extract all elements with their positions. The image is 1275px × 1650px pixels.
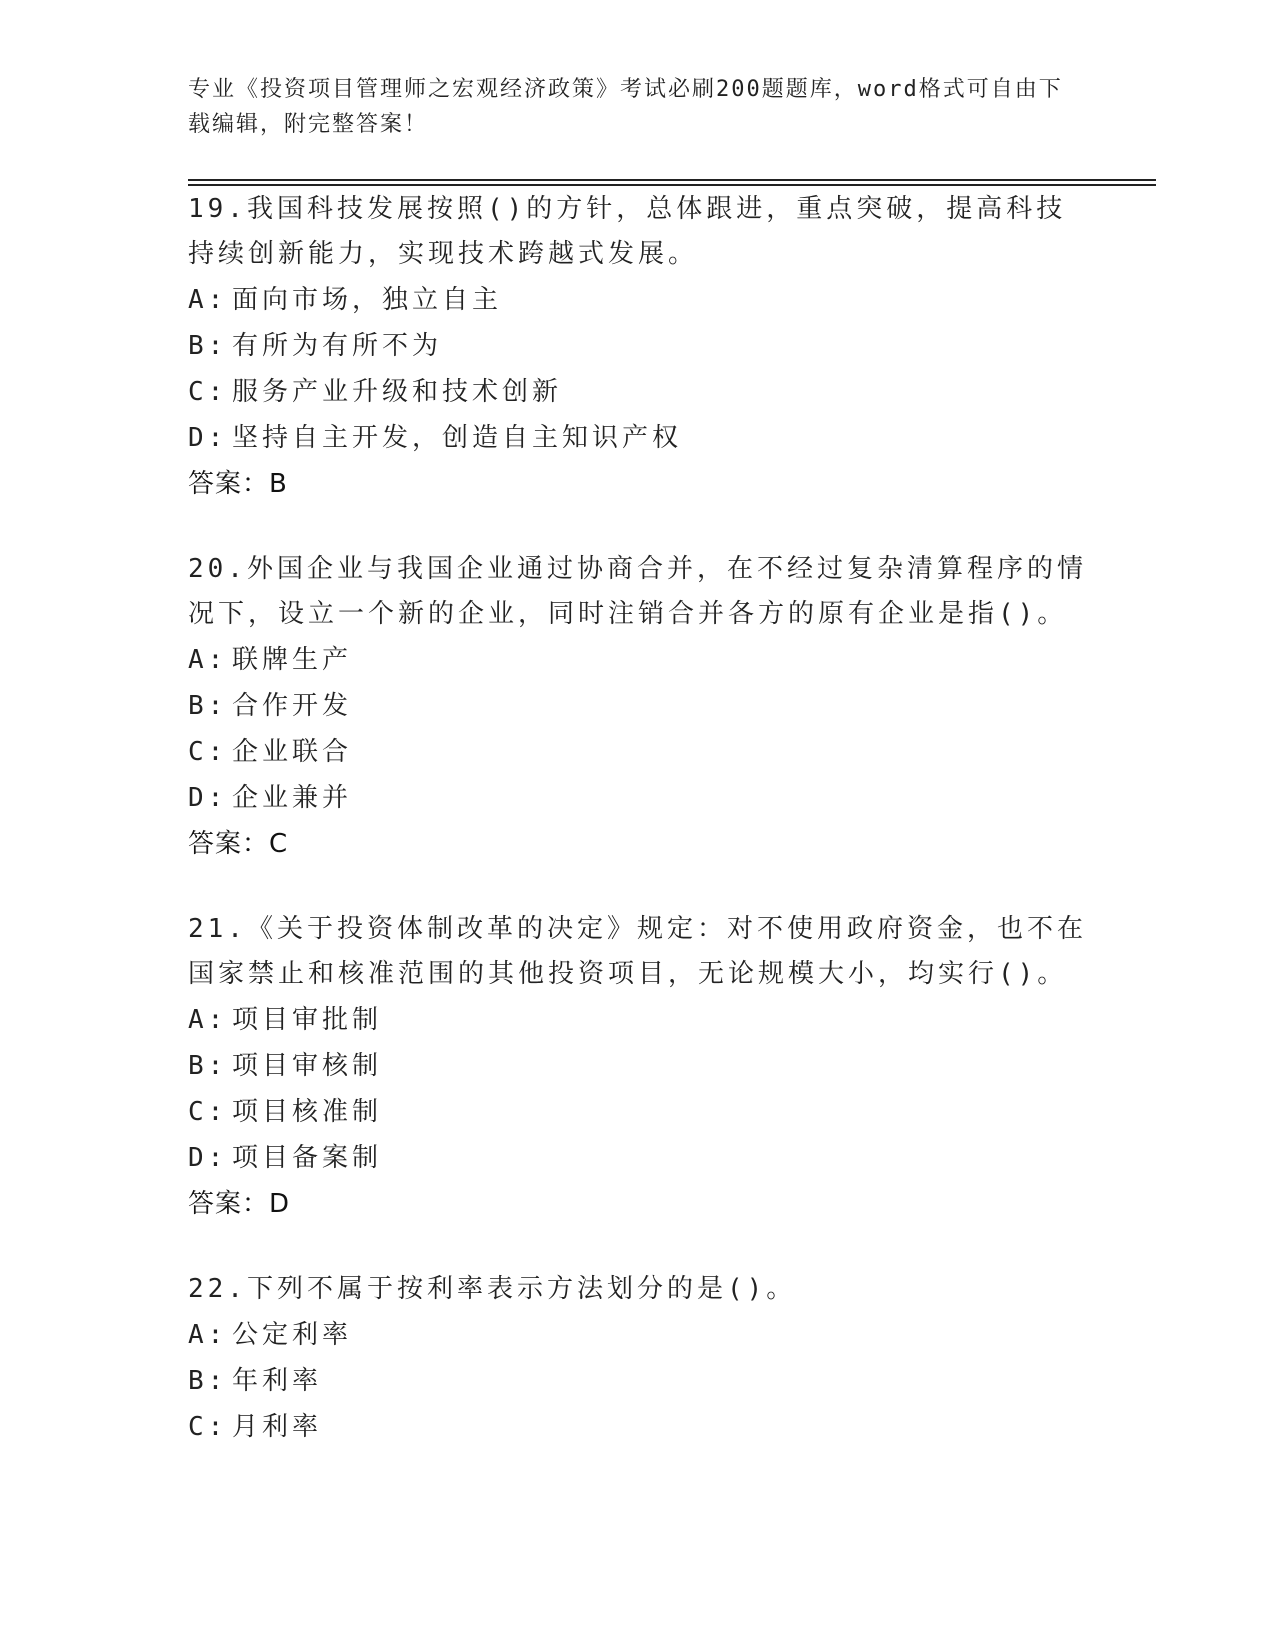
option-label: D: xyxy=(188,423,228,453)
option-label: B: xyxy=(188,331,228,361)
question-20 xyxy=(188,547,1088,867)
option-label: A: xyxy=(188,645,228,675)
option-label: B: xyxy=(188,1051,228,1081)
option-label: C: xyxy=(188,737,228,767)
option-c xyxy=(188,729,1088,775)
option-c xyxy=(188,1089,1088,1135)
option-label: B: xyxy=(188,691,228,721)
answer: 答案：D xyxy=(188,1189,291,1219)
option-text: 坚持自主开发，创造自主知识产权 xyxy=(232,423,683,453)
option-label: B: xyxy=(188,1366,228,1396)
question-text: 19.我国科技发展按照()的方针，总体跟进，重点突破，提高科技持续创新能力，实现技术跨越式发展。 xyxy=(188,194,1067,269)
option-c xyxy=(188,369,1088,415)
option-d xyxy=(188,1135,1088,1181)
option-label: A: xyxy=(188,1320,228,1350)
question-21 xyxy=(188,907,1088,1227)
option-text: 项目审核制 xyxy=(232,1051,383,1081)
option-b xyxy=(188,683,1088,729)
option-label: C: xyxy=(188,1412,228,1442)
option-text: 联牌生产 xyxy=(232,645,353,675)
option-a xyxy=(188,637,1088,683)
answer: 答案：C xyxy=(188,829,289,859)
option-text: 面向市场，独立自主 xyxy=(232,285,503,315)
option-b xyxy=(188,1358,1088,1404)
option-label: D: xyxy=(188,783,228,813)
question-text: 22.下列不属于按利率表示方法划分的是()。 xyxy=(188,1274,797,1304)
option-label: D: xyxy=(188,1143,228,1173)
option-c xyxy=(188,1404,1088,1450)
option-text: 项目审批制 xyxy=(232,1005,383,1035)
option-text: 服务产业升级和技术创新 xyxy=(232,377,563,407)
option-text: 有所为有所不为 xyxy=(232,331,443,361)
option-a xyxy=(188,997,1088,1043)
document-intro: 专业《投资项目管理师之宏观经济政策》考试必刷200题题库，word格式可自由下载编辑，附完整答案！ xyxy=(188,77,1063,137)
option-label: A: xyxy=(188,1005,228,1035)
question-19 xyxy=(188,187,1088,507)
option-a xyxy=(188,277,1088,323)
option-text: 年利率 xyxy=(232,1366,323,1396)
question-text: 21.《关于投资体制改革的决定》规定：对不使用政府资金，也不在国家禁止和核准范围的其他投资项目，无论规模大小，均实行()。 xyxy=(188,914,1087,989)
option-label: A: xyxy=(188,285,228,315)
option-text: 合作开发 xyxy=(232,691,353,721)
option-d xyxy=(188,775,1088,821)
option-d xyxy=(188,415,1088,461)
option-label: C: xyxy=(188,377,228,407)
question-22 xyxy=(188,1267,1088,1450)
option-b xyxy=(188,1043,1088,1089)
question-text: 20.外国企业与我国企业通过协商合并，在不经过复杂清算程序的情况下，设立一个新的企业，同时注销合并各方的原有企业是指()。 xyxy=(188,554,1087,629)
option-b xyxy=(188,323,1088,369)
option-text: 企业联合 xyxy=(232,737,353,767)
header-divider-bottom xyxy=(188,184,1156,186)
option-text: 企业兼并 xyxy=(232,783,353,813)
option-text: 月利率 xyxy=(232,1412,323,1442)
answer: 答案：B xyxy=(188,469,288,499)
header-divider-top xyxy=(188,179,1156,181)
option-text: 项目备案制 xyxy=(232,1143,383,1173)
option-text: 公定利率 xyxy=(232,1320,353,1350)
option-a xyxy=(188,1312,1088,1358)
option-label: C: xyxy=(188,1097,228,1127)
option-text: 项目核准制 xyxy=(232,1097,383,1127)
